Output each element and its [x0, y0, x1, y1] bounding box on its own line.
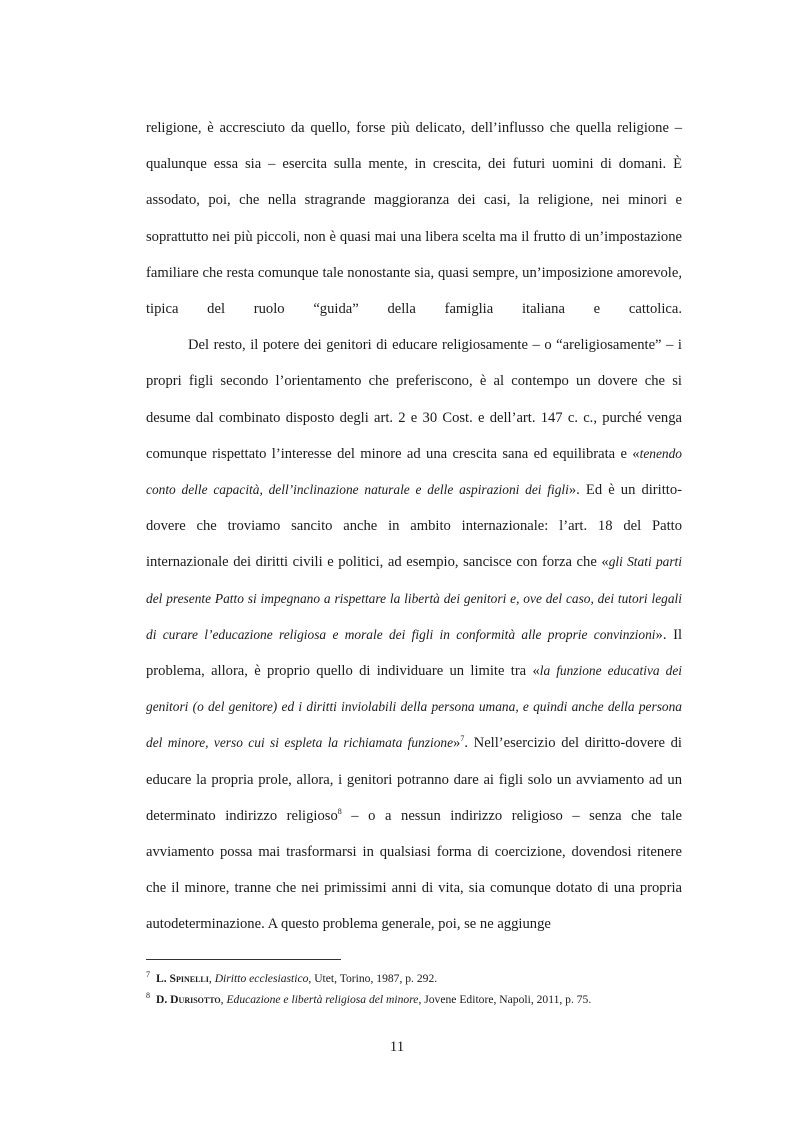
footnote-7: $^7$ L. Spinelli, Diritto ecclesiastico, Utet, Torino, 1987, p. 292. [146, 970, 438, 985]
footnote-title: Diritto ecclesiastico [214, 972, 309, 985]
paragraph-1 [146, 110, 682, 327]
footnote-title: Educazione e libertà religiosa del minore [226, 993, 419, 1006]
footnote-author: L. Spinelli [156, 972, 209, 985]
text-segment: . Nell’esercizio del diritto-dovere di educare la propria prole, allora, i genitori potranno dare ai figli solo un avviamento ad un determinato indirizzo religioso [146, 735, 682, 824]
paragraph-2 [146, 327, 682, 942]
text-segment: – o a nessun indirizzo religioso – senza che tale avviamento possa mai trasformarsi in qualsiasi forma di coercizione, dovendosi ritenere che il minore, tranne che nei primissimi anni di vita, sia comunque dotato di una propria autodeterminazione. A questo problema generale, poi, se ne aggiunge [146, 807, 683, 933]
footnote-details: , Jovene Editore, Napoli, 2011, p. 75. [418, 993, 592, 1006]
quotation-italic: tenendo conto delle capacità, dell’inclinazione naturale e delle aspirazioni dei figli [146, 445, 682, 498]
body-text [146, 110, 682, 943]
footnote-reference: 8 [337, 807, 342, 816]
text-segment: ». Ed è un diritto-dovere che troviamo sancito anche in ambito internazionale: l’art. 18 del Patto internazionale dei diritti civili e politici, ad esempio, sancisce con forza che « [146, 482, 682, 571]
text-segment: religione, è accresciuto da quello, forse più delicato, dell’influsso che quella religione – qualunque essa sia – esercita sulla mente, in crescita, dei futuri uomini di domani. È assodato, poi, che nella stragrande maggioranza dei casi, la religione, nei minori e soprattutto nei più piccoli, non è quasi mai una libera scelta ma il frutto di un’impostazione familiare che resta comunque tale nonostante sia, quasi sempre, un’imposizione amorevole, tipica del ruolo “guida” della famiglia italiana e cattolica. [146, 120, 682, 318]
footnote-number: 7 [146, 970, 150, 980]
text-segment: » [453, 735, 461, 752]
footnote-8: $^8$ D. Durisotto, Educazione e libertà religiosa del minore, Jovene Editore, Napoli, 2011, p. 75. [146, 991, 592, 1006]
footnotes [146, 968, 686, 1010]
text-segment: ». Il problema, allora, è proprio quello di individuare un limite tra « [146, 626, 682, 680]
footnote-reference: 7 [460, 734, 465, 744]
quotation-italic: gli Stati parti del presente Patto si impegnano a rispettare la libertà dei genitori e, ove del caso, dei tutori legali di curare l’educazione religiosa e morale dei figli in conformità alle proprie convinzioni [146, 554, 682, 642]
footnote-author: D. Durisotto [156, 993, 221, 1006]
page-number: 11 [389, 1039, 405, 1055]
footnote-details: , Utet, Torino, 1987, p. 292. [308, 972, 438, 985]
text-segment: Del resto, il potere dei genitori di educare religiosamente – o “areligiosamente” – i propri figli secondo l’orientamento che preferiscono, è al contempo un dovere che si desume dal combinato disposto degli art. 2 e 30 Cost. e dell’art. 147 c. c., purché venga comunque rispettato l’interesse del minore ad una crescita sana ed equilibrata e « [146, 337, 682, 462]
footnote-separator [146, 959, 341, 960]
quotation-italic: la funzione educativa dei genitori (o del genitore) ed i diritti inviolabili della persona umana, e quindi anche della persona del minore, verso cui si espleta la richiamata funzione [146, 663, 682, 751]
footnote-number: 8 [146, 991, 150, 1001]
